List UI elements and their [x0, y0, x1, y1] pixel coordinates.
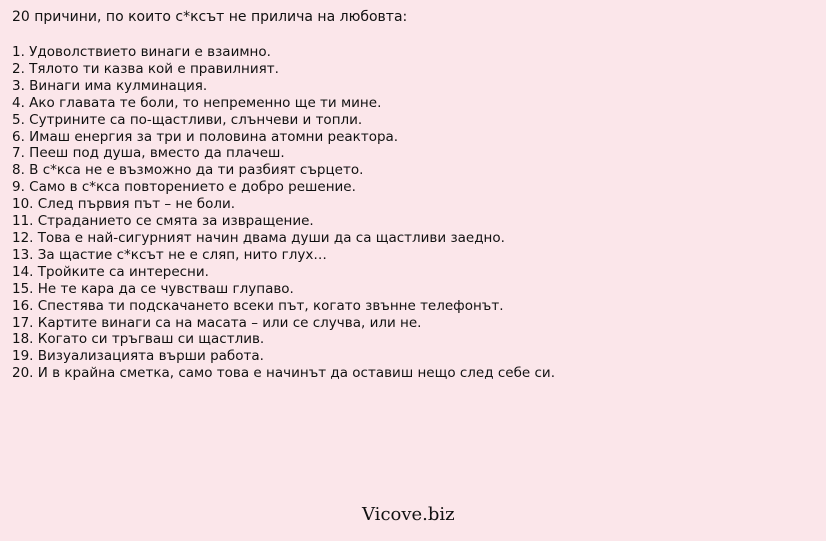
- list-item: 20. И в крайна сметка, само това е начинът да оставиш нещо след себе си.: [12, 365, 555, 382]
- reasons-list: [12, 44, 592, 382]
- list-item: 3. Винаги има кулминация.: [12, 77, 208, 94]
- list-item: 18. Когато си тръгваш си щастлив.: [12, 331, 265, 348]
- list-item: 15. Не те кара да се чувстваш глупаво.: [12, 280, 294, 297]
- page-title: 20 причини, по които с*ксът не прилича на любовта:: [12, 9, 408, 25]
- list-item: 7. Пееш под душа, вместо да плачеш.: [12, 145, 285, 162]
- list-item: 1. Удоволствието винаги е взаимно.: [12, 44, 271, 60]
- list-item: 4. Ако главата те боли, то непременно ще ти мине.: [12, 94, 382, 111]
- list-item: 9. Само в с*кса повторението е добро решение.: [12, 179, 356, 196]
- watermark: Vicove.biz: [362, 504, 455, 525]
- list-item: 14. Тройките са интересни.: [12, 263, 209, 280]
- list-item: 8. В с*кса не е възможно да ти разбият сърцето.: [12, 162, 364, 179]
- list-item: 6. Имаш енергия за три и половина атомни реактора.: [12, 128, 399, 145]
- list-item: 19. Визуализацията върши работа.: [12, 348, 264, 365]
- list-item: 5. Сутрините са по-щастливи, слънчеви и топли.: [12, 111, 363, 128]
- list-item: 13. За щастие с*ксът не е сляп, нито глух…: [12, 246, 327, 263]
- list-item: 10. След първия път – не боли.: [12, 196, 236, 213]
- list-item: 2. Тялото ти казва кой е правилният.: [12, 60, 279, 77]
- list-item: 12. Това е най-сигурният начин двама души да са щастливи заедно.: [12, 229, 505, 246]
- list-item: 11. Страданието се смята за извращение.: [12, 213, 314, 230]
- list-item: 17. Картите винаги са на масата – или се случва, или не.: [12, 314, 422, 331]
- list-item: 16. Спестява ти подскачането всеки път, когато звънне телефонът.: [12, 297, 504, 314]
